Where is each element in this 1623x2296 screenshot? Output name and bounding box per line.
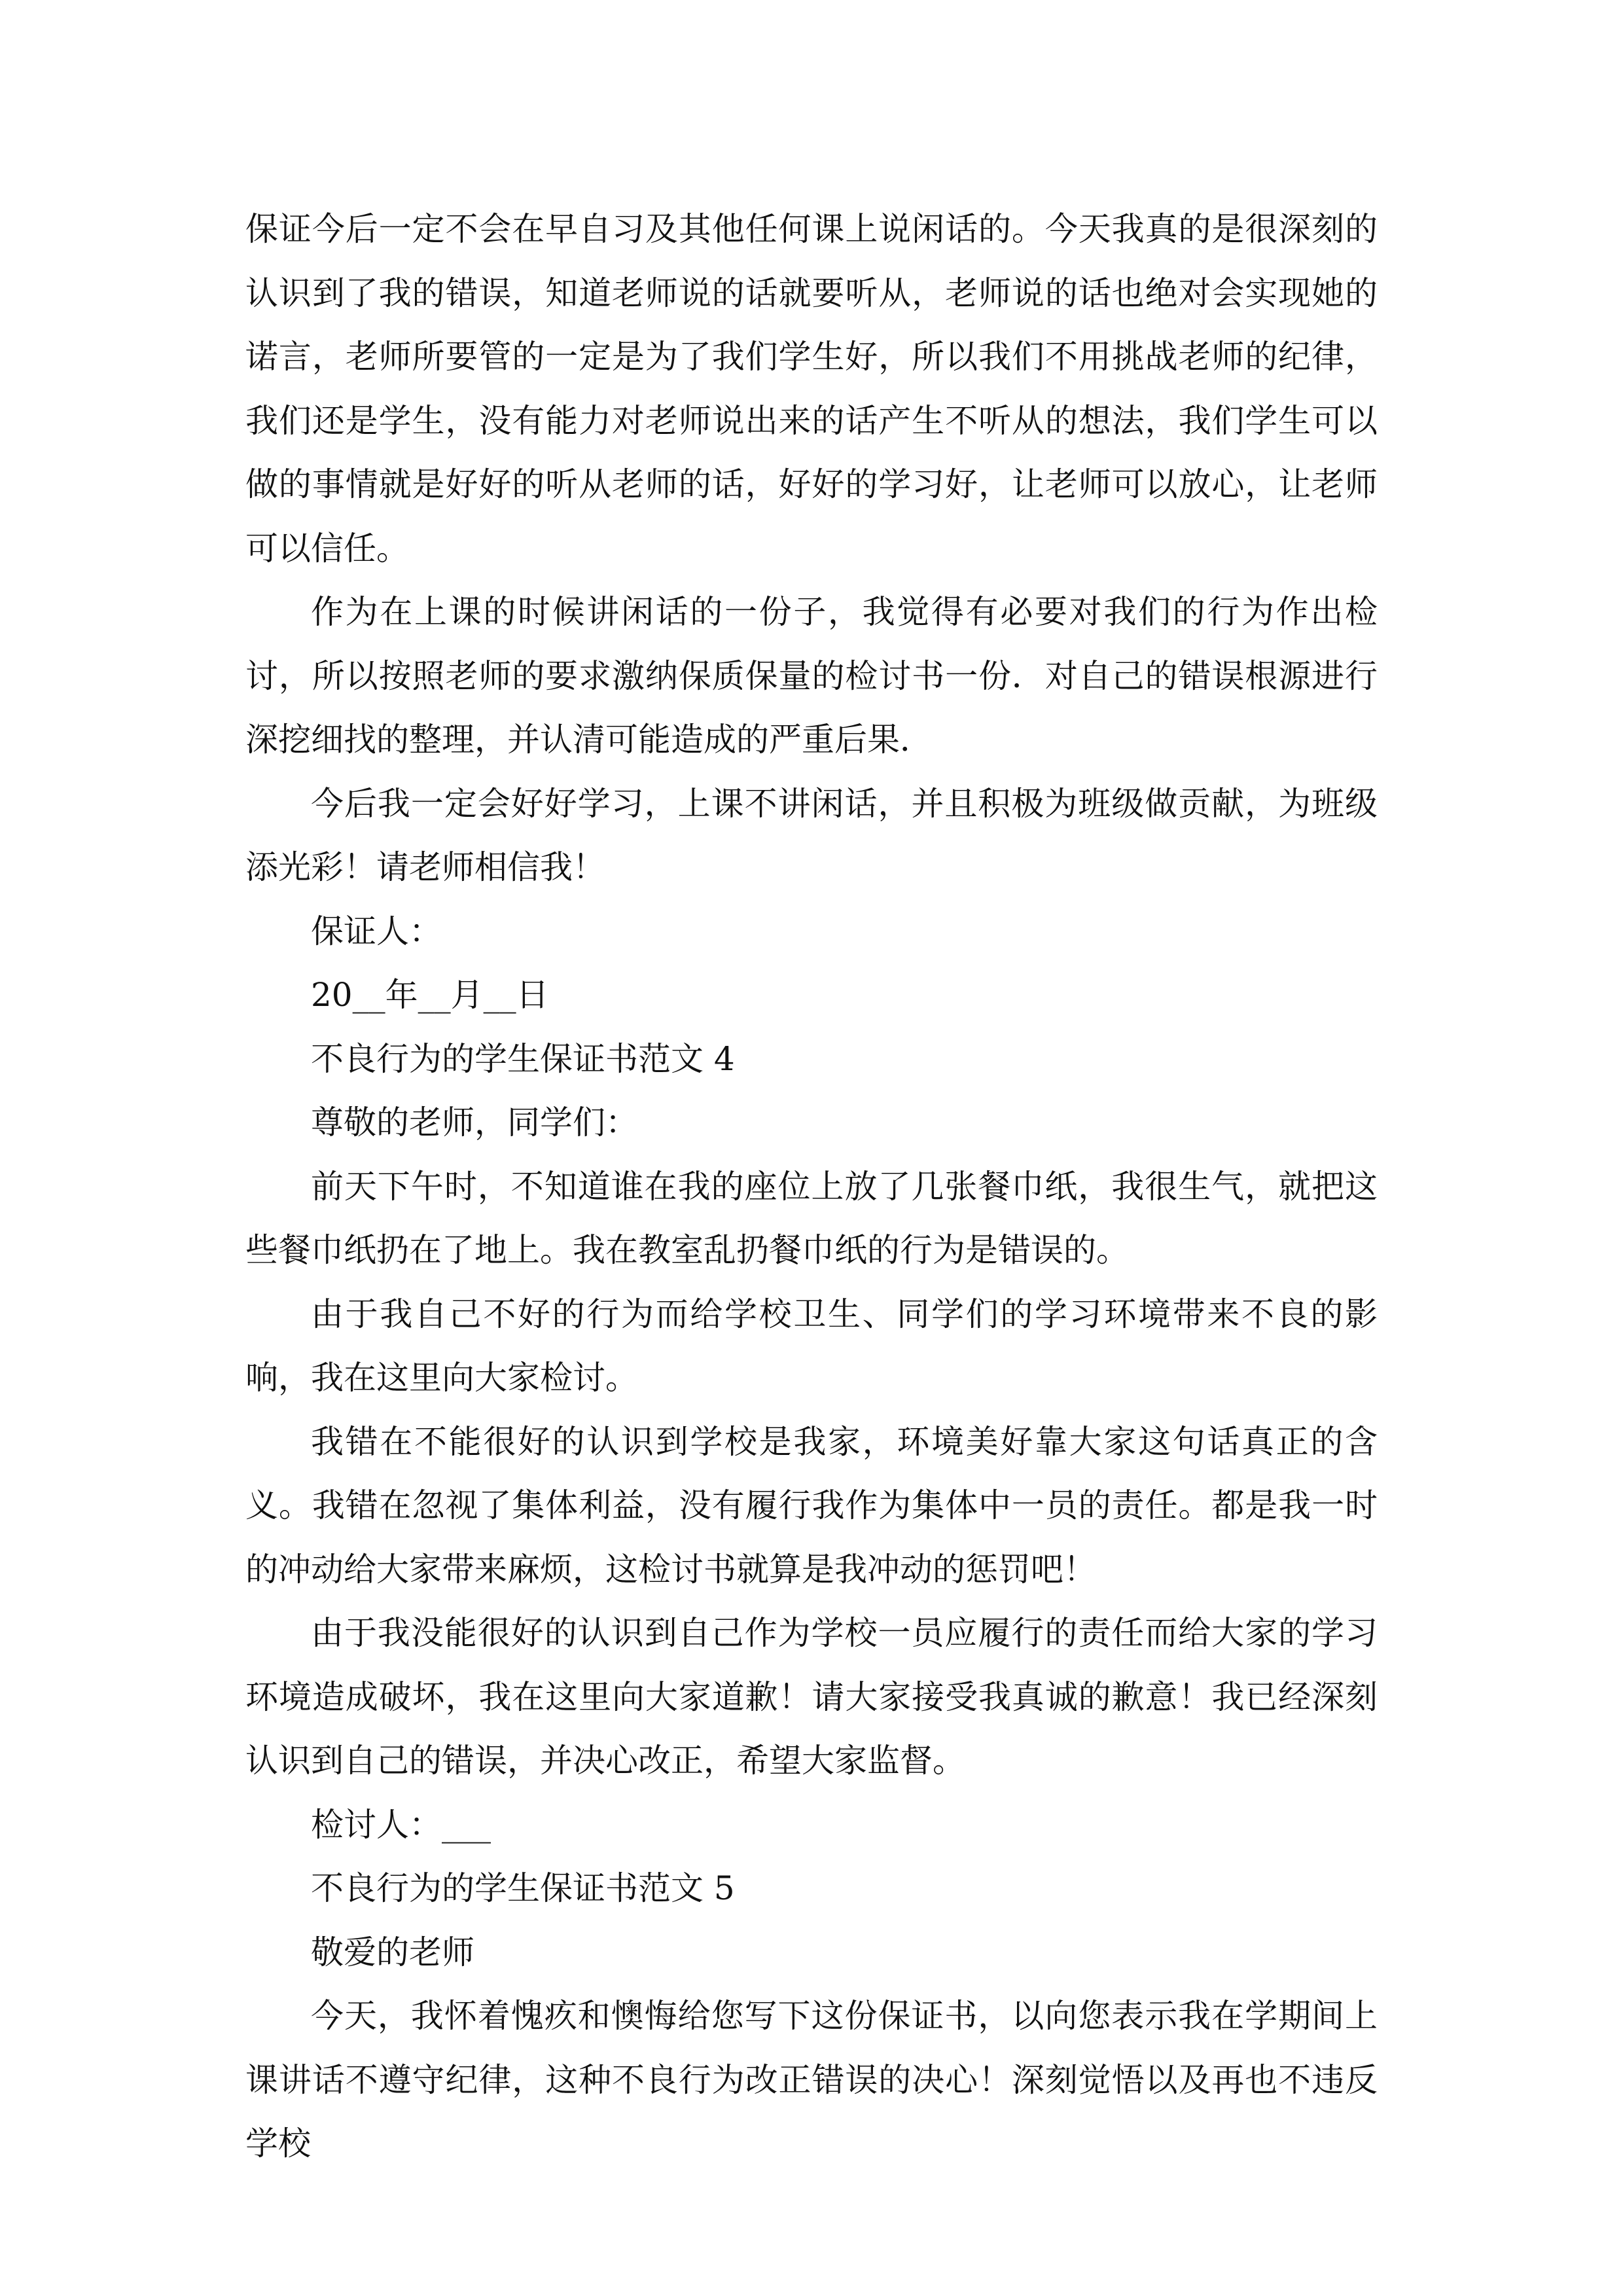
paragraph-opening-5: 今天，我怀着愧疚和懊悔给您写下这份保证书，以向您表示我在学期间上课讲话不遵守纪律，这种不良行为改正错误的决心！深刻觉悟以及再也不违反学校 — [245, 1997, 1378, 2162]
paragraph-continuation: 保证今后一定不会在早自习及其他任何课上说闲话的。今天我真的是很深刻的认识到了我的错误，知道老师说的话就要听从，老师说的话也绝对会实现她的诺言，老师所要管的一定是为了我们学生好，所以我们不用挑战老师的纪律，我们还是学生，没有能力对老师说出来的话产生不听从的想法，我们学生可以做的事情就是好好的听从老师的话，好好的学习好，让老师可以放心，让老师可以信任。 — [245, 210, 1378, 567]
reviewer-line: 检讨人：___ — [311, 1805, 491, 1844]
date-line: 20__年__月__日 — [311, 976, 549, 1014]
salutation-5: 敬爱的老师 — [311, 1933, 474, 1971]
salutation-4: 尊敬的老师，同学们： — [311, 1103, 638, 1141]
paragraph-impact: 由于我自己不好的行为而给学校卫生、同学们的学习环境带来不良的影响，我在这里向大家检讨。 — [245, 1295, 1378, 1397]
paragraph-reflection: 作为在上课的时候讲闲话的一份子，我觉得有必要对我们的行为作出检讨，所以按照老师的要求激纳保质保量的检讨书一份．对自己的错误根源进行深挖细找的整理，并认清可能造成的严重后果． — [245, 593, 1378, 759]
guarantor-line: 保证人： — [311, 912, 442, 950]
section-title-4: 不良行为的学生保证书范文 4 — [311, 1039, 735, 1078]
paragraph-mistake: 我错在不能很好的认识到学校是我家，环境美好靠大家这句话真正的含义。我错在忽视了集体利益，没有履行我作为集体中一员的责任。都是我一时的冲动给大家带来麻烦，这检讨书就算是我冲动的惩罚吧！ — [245, 1422, 1378, 1588]
section-title-5: 不良行为的学生保证书范文 5 — [311, 1869, 735, 1907]
paragraph-promise: 今后我一定会好好学习，上课不讲闲话，并且积极为班级做贡献，为班级添光彩！请老师相信我！ — [245, 784, 1378, 886]
document-body — [245, 198, 1378, 2176]
paragraph-apology: 由于我没能很好的认识到自己作为学校一员应履行的责任而给大家的学习环境造成破坏，我在这里向大家道歉！请大家接受我真诚的歉意！我已经深刻认识到自己的错误，并决心改正，希望大家监督。 — [245, 1614, 1378, 1780]
paragraph-incident: 前天下午时，不知道谁在我的座位上放了几张餐巾纸，我很生气，就把这些餐巾纸扔在了地上。我在教室乱扔餐巾纸的行为是错误的。 — [245, 1167, 1378, 1269]
